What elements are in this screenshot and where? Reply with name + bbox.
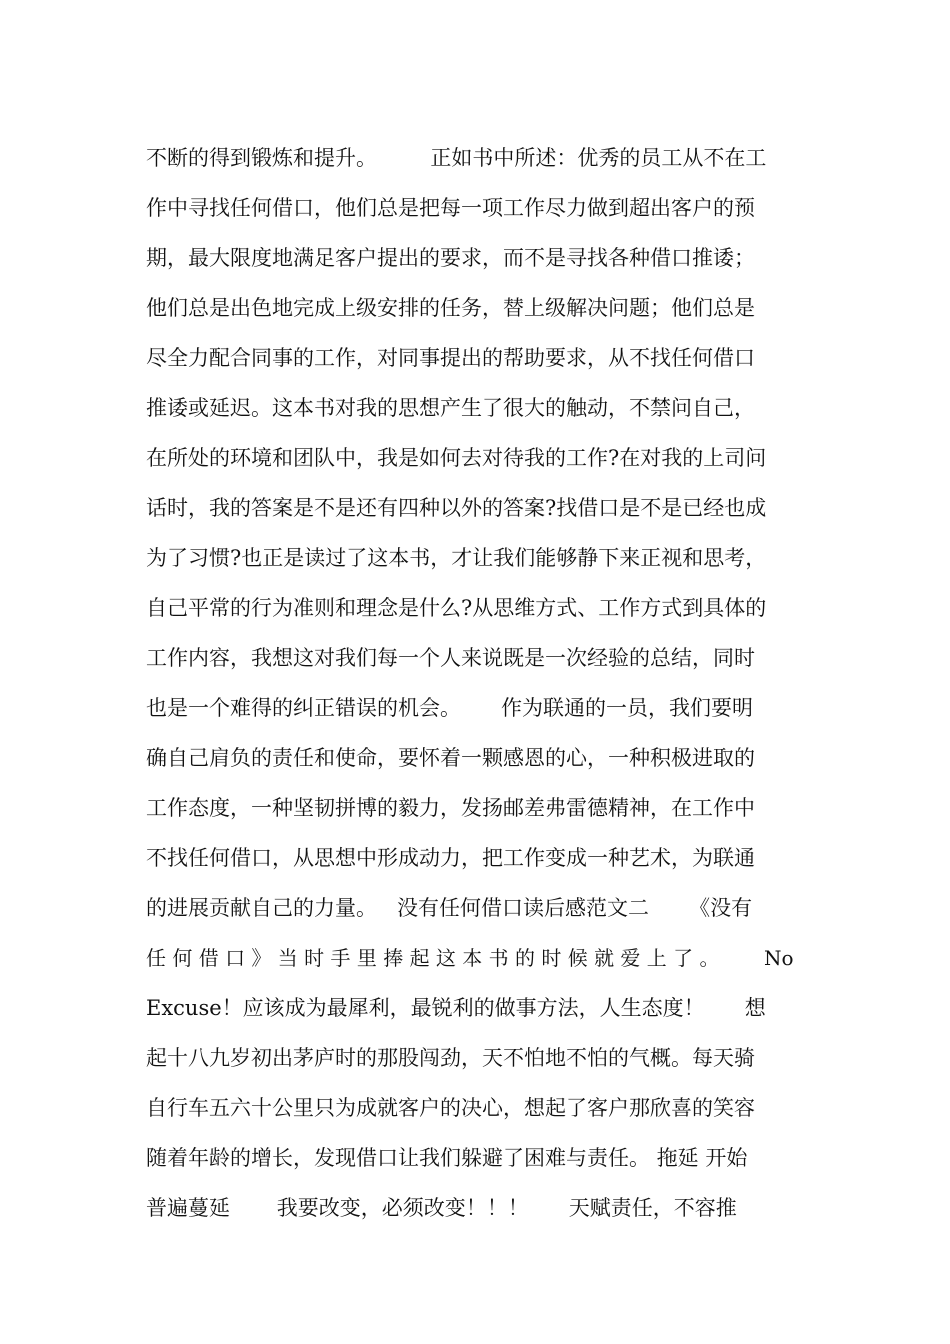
text-line-7: 在所处的环境和团队中，我是如何去对待我的工作?在对我的上司问 bbox=[146, 446, 767, 470]
text-line-9: 为了习惯?也正是读过了这本书，才让我们能够静下来正视和思考， bbox=[146, 546, 767, 570]
body-text bbox=[146, 133, 806, 1233]
text-line-15: 不找任何借口，从思想中形成动力，把工作变成一种艺术，为联通 bbox=[146, 846, 755, 870]
text-line-17: 任 何 借 口 》 当 时 手 里 捧 起 这 本 书 的 时 候 就 爱 上 了 。 No bbox=[146, 946, 794, 970]
text-line-21: 随着年龄的增长，发现借口让我们躲避了困难与责任。 拖延 开始 bbox=[146, 1146, 748, 1170]
text-line-18: Excuse！应该成为最犀利，最锐利的做事方法，人生态度！ 想 bbox=[146, 996, 766, 1020]
text-line-3: 期，最大限度地满足客户提出的要求，而不是寻找各种借口推诿； bbox=[146, 246, 755, 270]
text-line-1: 不断的得到锻炼和提升。 正如书中所述：优秀的员工从不在工 bbox=[146, 146, 767, 170]
text-line-13: 确自己肩负的责任和使命，要怀着一颗感恩的心，一种积极进取的 bbox=[146, 746, 755, 770]
text-line-14: 工作态度，一种坚韧拼博的毅力，发扬邮差弗雷德精神，在工作中 bbox=[146, 796, 755, 820]
text-line-4: 他们总是出色地完成上级安排的任务，替上级解决问题；他们总是 bbox=[146, 296, 755, 320]
text-line-10: 自己平常的行为准则和理念是什么?从思维方式、工作方式到具体的 bbox=[146, 596, 767, 620]
text-line-8: 话时，我的答案是不是还有四种以外的答案?找借口是不是已经也成 bbox=[146, 496, 767, 520]
text-line-12: 也是一个难得的纠正错误的机会。 作为联通的一员，我们要明 bbox=[146, 696, 754, 720]
text-line-5: 尽全力配合同事的工作，对同事提出的帮助要求，从不找任何借口 bbox=[146, 346, 755, 370]
text-line-19: 起十八九岁初出茅庐时的那股闯劲，天不怕地不怕的气概。每天骑 bbox=[146, 1046, 755, 1070]
text-line-22: 普遍蔓延 我要改变，必须改变！！！ 天赋责任，不容推 bbox=[146, 1196, 737, 1220]
text-line-16: 的进展贡献自己的力量。 没有任何借口读后感范文二 《没有 bbox=[146, 896, 753, 920]
text-line-11: 工作内容，我想这对我们每一个人来说既是一次经验的总结，同时 bbox=[146, 646, 755, 670]
text-line-2: 作中寻找任何借口，他们总是把每一项工作尽力做到超出客户的预 bbox=[146, 196, 755, 220]
text-line-20: 自行车五六十公里只为成就客户的决心，想起了客户那欣喜的笑容 bbox=[146, 1096, 755, 1120]
text-line-6: 推诿或延迟。这本书对我的思想产生了很大的触动，不禁问自己， bbox=[146, 396, 755, 420]
